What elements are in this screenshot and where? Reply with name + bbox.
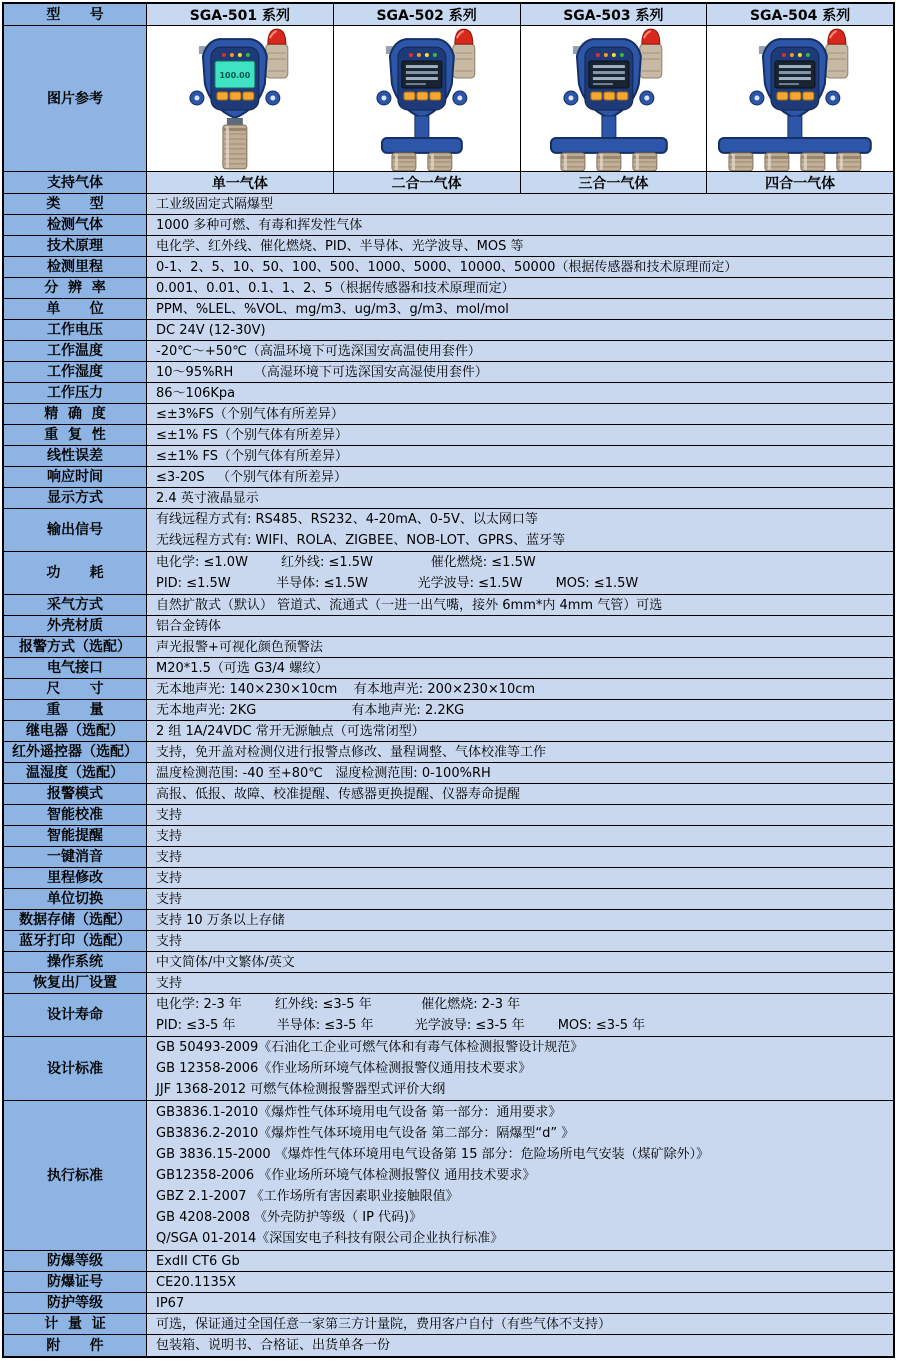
value-line: 支持 — [156, 891, 183, 907]
product-image-4 — [707, 26, 893, 171]
row-label: 报警模式 — [4, 784, 147, 804]
spec-row — [4, 299, 893, 320]
value-line: 2 组 1A/24VDC 常开无源触点（可选常闭型） — [156, 723, 425, 739]
detector-illustration — [521, 26, 707, 171]
row-label: 精 确 度 — [4, 404, 147, 424]
product-image-1 — [147, 26, 334, 171]
row-label: 响应时间 — [4, 467, 147, 487]
sensor-cylinder-icon — [560, 153, 584, 171]
row-value — [147, 595, 893, 615]
sensor-cylinder-icon — [223, 125, 247, 169]
row-value — [147, 236, 893, 256]
row-label: 单 位 — [4, 299, 147, 319]
row-value — [147, 1335, 893, 1356]
value-line: GB 4208-2008 《外壳防护等级（ IP 代码)》 — [156, 1210, 423, 1225]
spec-row — [4, 194, 893, 215]
row-label-model: 型 号 — [4, 4, 147, 25]
row-label: 检测里程 — [4, 257, 147, 277]
detector-screen — [775, 61, 815, 88]
row-value — [147, 341, 893, 361]
row-value — [147, 973, 893, 993]
value-line: DC 24V (12-30V) — [156, 322, 266, 338]
sensor-cylinder-icon — [765, 153, 789, 171]
spec-row — [4, 383, 893, 404]
row-label: 继电器（选配） — [4, 721, 147, 741]
value-line: 无线远程方式有: WIFI、ROLA、ZIGBEE、NOB-LOT、GPRS、蓝牙等 — [156, 533, 566, 548]
row-value — [147, 194, 893, 214]
value-line: GB3836.2-2010《爆炸性气体环境用电气设备 第二部分：隔爆型“d” 》 — [156, 1126, 575, 1141]
value-line: ≤±1% FS（个别气体有所差异） — [156, 427, 349, 443]
value-line: 0.001、0.01、0.1、1、2、5（根据传感器和技术原理而定） — [156, 280, 515, 296]
spec-row — [4, 994, 893, 1037]
row-label: 执行标准 — [4, 1101, 147, 1250]
row-value — [147, 509, 893, 551]
row-value — [147, 552, 893, 594]
row-value — [147, 721, 893, 741]
row-value — [147, 278, 893, 298]
row-value — [147, 404, 893, 424]
row-label: 报警方式（选配） — [4, 637, 147, 657]
row-label: 重 复 性 — [4, 425, 147, 445]
row-label: 检测气体 — [4, 215, 147, 235]
value-line: 支持 — [156, 975, 183, 991]
row-label: 显示方式 — [4, 488, 147, 508]
sensor-cylinder-icon — [801, 153, 825, 171]
screen-reading: 100.00 — [219, 71, 251, 81]
gas-row — [4, 172, 893, 194]
image-row — [4, 26, 893, 172]
product-image-2 — [334, 26, 521, 171]
spec-row — [4, 763, 893, 784]
value-line: 无本地声光: 140×230×10cm 有本地声光: 200×230×10cm — [156, 681, 536, 697]
row-value — [147, 637, 893, 657]
detector-buttons — [217, 92, 254, 100]
spec-row — [4, 467, 893, 488]
row-label: 数据存储（选配） — [4, 910, 147, 930]
value-line: ≤±3%FS（个别气体有所差异） — [156, 406, 344, 422]
detector-illustration — [147, 26, 333, 171]
spec-row — [4, 805, 893, 826]
row-value — [147, 763, 893, 783]
spec-row — [4, 509, 893, 552]
value-line: GB12358-2006 《作业场所环境气体检测报警仪 通用技术要求》 — [156, 1168, 536, 1183]
row-value — [147, 826, 893, 846]
value-line: ExdII CT6 Gb — [156, 1253, 240, 1269]
spec-row — [4, 320, 893, 341]
spec-row — [4, 425, 893, 446]
value-line: ≤±1% FS（个别气体有所差异） — [156, 448, 349, 464]
row-label: 红外遥控器（选配） — [4, 742, 147, 762]
sensor-cylinder-icon — [837, 153, 861, 171]
row-value — [147, 679, 893, 699]
spec-table — [2, 2, 895, 1358]
value-line: ≤3-20S （个别气体有所差异） — [156, 469, 348, 485]
value-line: M20*1.5（可选 G3/4 螺纹） — [156, 660, 329, 676]
header-row — [4, 4, 893, 26]
value-line: PID: ≤1.5W 半导体: ≤1.5W 光学波导: ≤1.5W MOS: ≤1.5W — [156, 576, 639, 591]
row-value — [147, 488, 893, 508]
gas-type-1: 单一气体 — [147, 172, 334, 193]
row-label: 类 型 — [4, 194, 147, 214]
value-line: 10～95%RH （高湿环境下可选深国安高湿使用套件） — [156, 364, 488, 380]
row-value — [147, 362, 893, 382]
spec-row — [4, 616, 893, 637]
row-label: 操作系统 — [4, 952, 147, 972]
spec-row — [4, 236, 893, 257]
spec-row — [4, 362, 893, 383]
value-line: CE20.1135X — [156, 1274, 236, 1290]
value-line: 高报、低报、故障、校准提醒、传感器更换提醒、仪器寿命提醒 — [156, 786, 521, 802]
value-line: 电化学、红外线、催化燃烧、PID、半导体、光学波导、MOS 等 — [156, 238, 524, 254]
sensor-cylinder-icon — [729, 153, 753, 171]
model-header-2: SGA-502 系列 — [334, 4, 521, 25]
row-value — [147, 910, 893, 930]
value-line: 无本地声光: 2KG 有本地声光: 2.2KG — [156, 702, 465, 718]
row-label: 单位切换 — [4, 889, 147, 909]
row-value — [147, 616, 893, 636]
row-label: 蓝牙打印（选配） — [4, 931, 147, 951]
spec-row — [4, 257, 893, 278]
row-label-image: 图片参考 — [4, 26, 147, 171]
spec-row — [4, 721, 893, 742]
detector-screen — [215, 61, 255, 88]
value-line: IP67 — [156, 1295, 185, 1311]
row-label: 线性误差 — [4, 446, 147, 466]
row-label: 分 辨 率 — [4, 278, 147, 298]
row-label: 技术原理 — [4, 236, 147, 256]
value-line: 支持 10 万条以上存储 — [156, 912, 285, 928]
value-line: 0-1、2、5、10、50、100、500、1000、5000、10000、50000（根据传感器和技术原理而定） — [156, 259, 738, 275]
row-label: 工作湿度 — [4, 362, 147, 382]
value-line: 温度检测范围: -40 至+80℃ 湿度检测范围: 0-100%RH — [156, 765, 491, 781]
detector-buttons — [404, 92, 441, 100]
row-label: 尺 寸 — [4, 679, 147, 699]
value-line: PID: ≤3-5 年 半导体: ≤3-5 年 光学波导: ≤3-5 年 MOS: ≤3-5 年 — [156, 1018, 646, 1033]
spec-row — [4, 973, 893, 994]
value-line: 包装箱、说明书、合格证、出货单各一份 — [156, 1338, 391, 1353]
row-label: 外壳材质 — [4, 616, 147, 636]
value-line: 电化学: ≤1.0W 红外线: ≤1.5W 催化燃烧: ≤1.5W — [156, 555, 536, 570]
spec-row — [4, 278, 893, 299]
value-line: -20℃～+50℃（高温环境下可选深国安高温使用套件） — [156, 343, 481, 359]
row-label: 防爆证号 — [4, 1272, 147, 1292]
value-line: 支持 — [156, 933, 183, 949]
spec-row — [4, 1314, 893, 1335]
spec-row — [4, 637, 893, 658]
model-header-3: SGA-503 系列 — [521, 4, 708, 25]
row-value — [147, 994, 893, 1036]
spec-row — [4, 931, 893, 952]
row-value — [147, 889, 893, 909]
value-line: 自然扩散式（默认） 管道式、流通式（一进一出气嘴，接外 6mm*内 4mm 气管）可选 — [156, 597, 663, 613]
spec-row — [4, 700, 893, 721]
value-line: PPM、%LEL、%VOL、mg/m3、ug/m3、g/m3、mol/mol — [156, 301, 509, 317]
row-value — [147, 1101, 893, 1250]
value-line: 1000 多种可燃、有毒和挥发性气体 — [156, 217, 363, 233]
row-value — [147, 425, 893, 445]
value-line: GB3836.1-2010《爆炸性气体环境用电气设备 第一部分：通用要求》 — [156, 1105, 562, 1120]
spec-row — [4, 847, 893, 868]
value-line: 支持 — [156, 849, 183, 865]
gas-type-2: 二合一气体 — [334, 172, 521, 193]
row-value — [147, 931, 893, 951]
spec-row — [4, 952, 893, 973]
value-line: 支持 — [156, 828, 183, 844]
row-label: 设计标准 — [4, 1037, 147, 1100]
row-label: 附 件 — [4, 1335, 147, 1356]
value-line: GBZ 2.1-2007 《工作场所有害因素职业接触限值》 — [156, 1189, 459, 1204]
value-line: JJF 1368-2012 可燃气体检测报警器型式评价大纲 — [156, 1082, 446, 1097]
detector-screen — [402, 61, 442, 88]
model-header-4: SGA-504 系列 — [707, 4, 893, 25]
value-line: 声光报警+可视化颜色预警法 — [156, 639, 323, 655]
spec-row — [4, 658, 893, 679]
sensor-cylinder-icon — [632, 153, 656, 171]
row-label: 采气方式 — [4, 595, 147, 615]
value-line: 有线远程方式有: RS485、RS232、4-20mA、0-5V、以太网口等 — [156, 512, 538, 527]
row-label: 设计寿命 — [4, 994, 147, 1036]
gas-type-3: 三合一气体 — [521, 172, 708, 193]
value-line: 可选，保证通过全国任意一家第三方计量院，费用客户自付（有些气体不支持） — [156, 1316, 612, 1332]
value-line: 中文简体/中文繁体/英文 — [156, 954, 295, 970]
row-value — [147, 383, 893, 403]
detector-screen — [588, 61, 628, 88]
row-label: 工作温度 — [4, 341, 147, 361]
spec-row — [4, 1272, 893, 1293]
value-line: 支持，免开盖对检测仪进行报警点修改、量程调整、气体校准等工作 — [156, 744, 547, 760]
value-line: GB 3836.15-2000 《爆炸性气体环境用电气设备第 15 部分：危险场所电气安装（煤矿除外）》 — [156, 1147, 710, 1162]
sensor-cylinder-icon — [596, 153, 620, 171]
row-value — [147, 1037, 893, 1100]
row-label: 功 耗 — [4, 552, 147, 594]
detector-buttons — [590, 92, 627, 100]
spec-row — [4, 1293, 893, 1314]
row-label: 里程修改 — [4, 868, 147, 888]
row-label: 智能校准 — [4, 805, 147, 825]
spec-row — [4, 1101, 893, 1251]
gas-type-4: 四合一气体 — [707, 172, 893, 193]
value-line: 支持 — [156, 870, 183, 886]
value-line: 支持 — [156, 807, 183, 823]
row-value — [147, 700, 893, 720]
spec-row — [4, 826, 893, 847]
value-line: 86～106Kpa — [156, 385, 236, 401]
row-value — [147, 446, 893, 466]
row-label: 恢复出厂设置 — [4, 973, 147, 993]
sensor-cylinder-icon — [392, 153, 416, 171]
spec-row — [4, 910, 893, 931]
spec-row — [4, 679, 893, 700]
value-line: GB 50493-2009《石油化工企业可燃气体和有毒气体检测报警设计规范》 — [156, 1040, 584, 1055]
detector-illustration — [707, 26, 893, 171]
row-label: 防爆等级 — [4, 1251, 147, 1271]
row-value — [147, 784, 893, 804]
spec-row — [4, 552, 893, 595]
value-line: 工业级固定式隔爆型 — [156, 196, 274, 212]
product-image-3 — [521, 26, 708, 171]
value-line: 电化学: 2-3 年 红外线: ≤3-5 年 催化燃烧: 2-3 年 — [156, 997, 521, 1012]
row-value — [147, 742, 893, 762]
row-value — [147, 952, 893, 972]
detector-illustration — [334, 26, 520, 171]
row-value — [147, 847, 893, 867]
spec-row — [4, 488, 893, 509]
row-value — [147, 299, 893, 319]
spec-row — [4, 404, 893, 425]
value-line: 铝合金铸体 — [156, 618, 222, 634]
row-label: 电气接口 — [4, 658, 147, 678]
row-value — [147, 1251, 893, 1271]
row-label: 工作电压 — [4, 320, 147, 340]
spec-row — [4, 595, 893, 616]
row-label: 计 量 证 — [4, 1314, 147, 1334]
row-label: 一键消音 — [4, 847, 147, 867]
row-label: 输出信号 — [4, 509, 147, 551]
spec-row — [4, 215, 893, 236]
row-label: 重 量 — [4, 700, 147, 720]
row-value — [147, 320, 893, 340]
spec-row — [4, 341, 893, 362]
row-value — [147, 1272, 893, 1292]
row-value — [147, 257, 893, 277]
value-line: GB 12358-2006《作业场所环境气体检测报警仪通用技术要求》 — [156, 1061, 532, 1076]
row-value — [147, 1293, 893, 1313]
row-label: 温湿度（选配） — [4, 763, 147, 783]
spec-row — [4, 742, 893, 763]
model-header-1: SGA-501 系列 — [147, 4, 334, 25]
value-line: 2.4 英寸液晶显示 — [156, 490, 259, 506]
detector-buttons — [777, 92, 814, 100]
spec-row — [4, 784, 893, 805]
spec-row — [4, 1335, 893, 1356]
row-value — [147, 467, 893, 487]
spec-row — [4, 868, 893, 889]
row-label-gas: 支持气体 — [4, 172, 147, 193]
sensor-cylinder-icon — [428, 153, 452, 171]
row-label: 工作压力 — [4, 383, 147, 403]
row-label: 防护等级 — [4, 1293, 147, 1313]
row-label: 智能提醒 — [4, 826, 147, 846]
spec-row — [4, 1037, 893, 1101]
row-value — [147, 215, 893, 235]
spec-row — [4, 1251, 893, 1272]
row-value — [147, 658, 893, 678]
spec-row — [4, 889, 893, 910]
row-value — [147, 868, 893, 888]
row-value — [147, 805, 893, 825]
value-line: Q/SGA 01-2014《深国安电子科技有限公司企业执行标准》 — [156, 1231, 504, 1246]
row-value — [147, 1314, 893, 1334]
spec-row — [4, 446, 893, 467]
